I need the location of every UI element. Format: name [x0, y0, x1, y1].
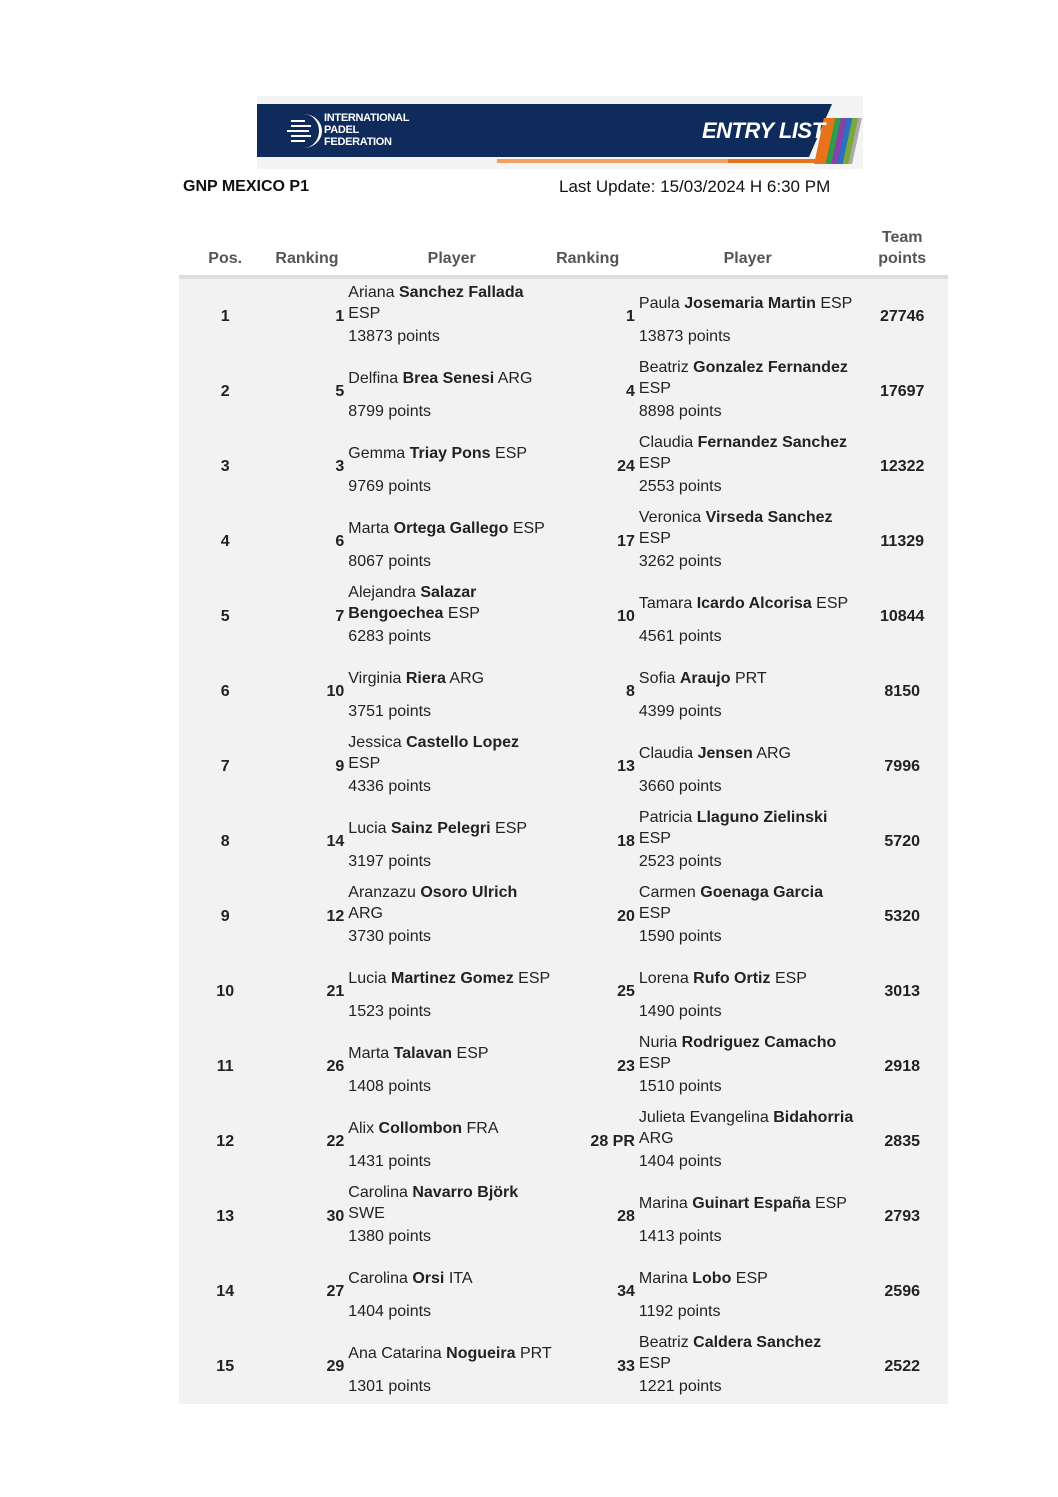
ranking-2: 1	[555, 277, 639, 354]
player-name	[348, 518, 545, 539]
player-cell	[348, 804, 555, 879]
player-points: 3730 points	[348, 928, 432, 945]
player-last-name: Sanchez Fallada	[399, 284, 524, 301]
player-name	[348, 582, 555, 624]
player-country: ITA	[448, 1269, 473, 1287]
player-points: 3660 points	[638, 778, 722, 795]
player-cell	[639, 954, 857, 1029]
player-last-name: Guinart España	[692, 1194, 811, 1212]
header-team-points	[856, 220, 948, 277]
player-name	[639, 807, 857, 849]
player-name	[639, 1268, 768, 1289]
player-name	[348, 1343, 551, 1364]
ranking-1: 6	[271, 504, 348, 579]
player-cell	[639, 277, 857, 354]
table-row	[179, 654, 948, 729]
ranking-1: 9	[271, 729, 348, 804]
player-country: ESP	[638, 530, 671, 547]
player-name	[639, 1107, 857, 1149]
team-points: 2596	[856, 1254, 948, 1329]
player-country: ARG	[497, 369, 533, 387]
ranking-2: 8	[555, 654, 639, 729]
player-cell	[639, 1179, 857, 1254]
player-last-name: Jensen	[697, 744, 753, 762]
player-points: 1523 points	[348, 1003, 432, 1020]
player-cell	[639, 879, 857, 954]
player-cell	[348, 277, 555, 354]
player-name	[348, 1043, 488, 1064]
player-last-name: Icardo Alcorisa	[696, 594, 812, 612]
player-points: 4336 points	[348, 778, 432, 795]
player-country: ESP	[638, 830, 671, 847]
player-points: 1404 points	[348, 1303, 432, 1320]
player-last-name: Goenaga Garcia	[700, 884, 823, 901]
player-points: 2553 points	[638, 478, 722, 495]
position: 13	[179, 1179, 271, 1254]
player-points: 1221 points	[638, 1378, 722, 1395]
player-cell	[639, 1254, 857, 1329]
ipf-logo-icon	[285, 114, 322, 148]
position: 11	[179, 1029, 271, 1104]
player-name	[639, 593, 848, 614]
ranking-2: 34	[555, 1254, 639, 1329]
team-points: 2918	[856, 1029, 948, 1104]
player-points: 1192 points	[638, 1303, 721, 1320]
player-cell	[639, 354, 857, 429]
player-last-name: Brea Senesi	[402, 369, 495, 387]
last-update: Last Update: 15/03/2024 H 6:30 PM	[559, 177, 831, 196]
table-row	[179, 879, 948, 954]
player-country: ARG	[638, 1130, 674, 1147]
player-points: 1380 points	[348, 1228, 432, 1245]
header-player-1: Player	[348, 220, 555, 277]
player-first-name: Marina	[638, 1269, 688, 1287]
org-logo-text: INTERNATIONAL PADEL FEDERATION	[324, 112, 409, 148]
player-cell	[639, 654, 857, 729]
player-points: 2523 points	[638, 853, 722, 870]
player-country: ARG	[449, 669, 485, 687]
player-cell	[639, 1329, 857, 1404]
position: 9	[179, 879, 271, 954]
player-last-name: Josemaria Martin	[684, 294, 816, 312]
position: 6	[179, 654, 271, 729]
position: 12	[179, 1104, 271, 1179]
table-row	[179, 729, 948, 804]
position: 3	[179, 429, 271, 504]
player-last-name: Riera	[405, 669, 446, 687]
table-row	[179, 1029, 948, 1104]
player-country: ESP	[638, 455, 671, 472]
player-first-name: Marina	[638, 1194, 688, 1212]
header-pos: Pos.	[179, 220, 271, 277]
position: 15	[179, 1329, 271, 1404]
table-row	[179, 1104, 948, 1179]
player-last-name: Navarro Björk	[412, 1184, 519, 1201]
ranking-2: 18	[555, 804, 639, 879]
player-points: 1413 points	[638, 1228, 722, 1245]
team-points: 3013	[856, 954, 948, 1029]
player-points: 3751 points	[348, 703, 432, 720]
player-name	[348, 1182, 555, 1224]
position: 2	[179, 354, 271, 429]
player-last-name: Osoro Ulrich	[420, 884, 518, 901]
player-points: 1431 points	[348, 1153, 432, 1170]
player-points: 1301 points	[348, 1378, 432, 1395]
table-header	[179, 220, 948, 277]
player-cell	[348, 879, 555, 954]
header-ranking-2: Ranking	[555, 220, 639, 277]
ranking-1: 5	[271, 354, 348, 429]
player-points: 13873 points	[638, 328, 731, 345]
player-last-name: Castello Lopez	[406, 734, 520, 751]
header-ranking-1: Ranking	[271, 220, 348, 277]
position: 10	[179, 954, 271, 1029]
player-points: 9769 points	[348, 478, 432, 495]
player-last-name: Caldera Sanchez	[693, 1334, 822, 1351]
player-points: 1404 points	[638, 1153, 722, 1170]
player-cell	[348, 1329, 555, 1404]
player-first-name: Virginia	[348, 669, 402, 687]
team-points: 8150	[856, 654, 948, 729]
player-first-name: Delfina	[348, 369, 399, 387]
player-last-name: Collombon	[378, 1119, 463, 1137]
ranking-1: 3	[271, 429, 348, 504]
player-first-name: Carolina	[348, 1184, 408, 1201]
player-first-name: Lucia	[348, 819, 387, 837]
player-first-name: Alix	[348, 1119, 375, 1137]
player-first-name: Lorena	[638, 969, 689, 987]
player-country: SWE	[348, 1205, 385, 1222]
player-country: ESP	[638, 380, 671, 397]
player-country: ESP	[518, 969, 551, 987]
player-country: ESP	[774, 969, 807, 987]
player-name	[639, 743, 791, 764]
player-country: PRT	[519, 1344, 552, 1362]
ranking-1: 7	[271, 579, 348, 654]
position: 14	[179, 1254, 271, 1329]
ranking-2: 10	[555, 579, 639, 654]
player-first-name: Carolina	[348, 1269, 408, 1287]
table-row	[179, 804, 948, 879]
position: 7	[179, 729, 271, 804]
header-banner	[257, 96, 863, 169]
table-row	[179, 429, 948, 504]
player-last-name: Orsi	[412, 1269, 445, 1287]
player-first-name: Claudia	[638, 744, 694, 762]
player-last-name: Nogueira	[446, 1344, 516, 1362]
table-row	[179, 579, 948, 654]
player-cell	[348, 654, 555, 729]
player-cell	[639, 804, 857, 879]
player-name	[348, 818, 527, 839]
player-first-name: Beatriz	[638, 1334, 689, 1351]
table-row	[179, 1254, 948, 1329]
ranking-2: 23	[555, 1029, 639, 1104]
header-team-line1: Team	[881, 229, 923, 246]
player-points: 4399 points	[638, 703, 722, 720]
ranking-2: 28 PR	[555, 1104, 639, 1179]
player-cell	[639, 429, 857, 504]
position: 8	[179, 804, 271, 879]
player-last-name: Salazar Bengoechea	[348, 584, 477, 622]
table-row	[179, 504, 948, 579]
player-points: 1490 points	[638, 1003, 722, 1020]
banner-accent-line	[497, 159, 827, 163]
player-last-name: Llaguno Zielinski	[696, 809, 828, 826]
player-name	[639, 968, 807, 989]
player-last-name: Bidahorria	[773, 1109, 854, 1126]
player-points: 3197 points	[348, 853, 432, 870]
entry-table	[179, 220, 948, 1404]
player-country: ESP	[814, 1194, 847, 1212]
player-cell	[348, 1029, 555, 1104]
player-points: 8799 points	[348, 403, 432, 420]
player-country: ESP	[447, 605, 480, 622]
position: 4	[179, 504, 271, 579]
player-points: 6283 points	[348, 628, 432, 645]
player-first-name: Aranzazu	[348, 884, 416, 901]
player-name	[639, 882, 857, 924]
player-first-name: Jessica	[348, 734, 402, 751]
table-row	[179, 1179, 948, 1254]
player-country: ESP	[348, 755, 381, 772]
player-name	[639, 1193, 847, 1214]
player-first-name: Paula	[638, 294, 680, 312]
event-name: GNP MEXICO P1	[183, 178, 309, 195]
player-points: 13873 points	[348, 328, 440, 345]
ranking-1: 14	[271, 804, 348, 879]
player-name	[348, 282, 555, 324]
player-country: ESP	[512, 519, 545, 537]
ranking-1: 21	[271, 954, 348, 1029]
table-row	[179, 277, 948, 354]
player-cell	[639, 729, 857, 804]
ranking-1: 29	[271, 1329, 348, 1404]
player-cell	[639, 1104, 857, 1179]
player-name	[348, 443, 527, 464]
ranking-2: 25	[555, 954, 639, 1029]
player-cell	[348, 729, 555, 804]
position: 5	[179, 579, 271, 654]
player-first-name: Marta	[348, 519, 390, 537]
header-player-2: Player	[639, 220, 857, 277]
ranking-1: 26	[271, 1029, 348, 1104]
player-first-name: Marta	[348, 1044, 390, 1062]
player-cell	[348, 1254, 555, 1329]
player-first-name: Ariana	[348, 284, 395, 301]
player-country: ESP	[735, 1269, 768, 1287]
ranking-2: 4	[555, 354, 639, 429]
player-name	[639, 357, 857, 399]
player-cell	[348, 429, 555, 504]
player-last-name: Martinez Gomez	[391, 969, 514, 987]
player-country: ARG	[348, 905, 383, 922]
ranking-1: 22	[271, 1104, 348, 1179]
player-name	[639, 1032, 857, 1074]
player-cell	[348, 1104, 555, 1179]
team-points: 12322	[856, 429, 948, 504]
ranking-2: 33	[555, 1329, 639, 1404]
table-row	[179, 954, 948, 1029]
player-country: ESP	[638, 905, 671, 922]
player-first-name: Sofia	[638, 669, 676, 687]
player-first-name: Carmen	[638, 884, 696, 901]
player-name	[348, 368, 532, 389]
player-first-name: Gemma	[348, 444, 406, 462]
player-name	[348, 668, 484, 689]
player-country: ESP	[816, 594, 849, 612]
banner-title: ENTRY LIST	[702, 118, 825, 143]
ranking-1: 12	[271, 879, 348, 954]
header-team-line2: points	[878, 250, 927, 267]
player-name	[348, 732, 555, 774]
player-cell	[348, 954, 555, 1029]
player-first-name: Ana Catarina	[348, 1344, 442, 1362]
ranking-2: 20	[555, 879, 639, 954]
team-points: 2835	[856, 1104, 948, 1179]
team-points: 2793	[856, 1179, 948, 1254]
player-first-name: Claudia	[638, 434, 694, 451]
player-country: ESP	[820, 294, 853, 312]
player-points: 1590 points	[638, 928, 722, 945]
player-first-name: Beatriz	[638, 359, 689, 376]
player-name	[639, 432, 857, 474]
player-country: ESP	[348, 305, 381, 322]
team-points: 7996	[856, 729, 948, 804]
team-points: 17697	[856, 354, 948, 429]
team-points: 2522	[856, 1329, 948, 1404]
player-first-name: Nuria	[638, 1034, 678, 1051]
player-cell	[348, 579, 555, 654]
player-last-name: Rufo Ortiz	[693, 969, 771, 987]
team-points: 5320	[856, 879, 948, 954]
player-country: ESP	[638, 1055, 671, 1072]
player-name	[639, 293, 852, 314]
player-country: ESP	[495, 444, 528, 462]
player-last-name: Lobo	[692, 1269, 732, 1287]
table-row	[179, 354, 948, 429]
player-points: 8898 points	[638, 403, 722, 420]
position: 1	[179, 277, 271, 354]
team-points: 27746	[856, 277, 948, 354]
ranking-2: 28	[555, 1179, 639, 1254]
player-cell	[348, 354, 555, 429]
player-points: 4561 points	[638, 628, 722, 645]
player-last-name: Gonzalez Fernandez	[693, 359, 848, 376]
player-country: ARG	[756, 744, 791, 762]
player-country: FRA	[466, 1119, 499, 1137]
player-cell	[639, 504, 857, 579]
player-name	[348, 968, 550, 989]
player-name	[348, 882, 555, 924]
player-name	[348, 1118, 498, 1139]
player-last-name: Triay Pons	[409, 444, 491, 462]
team-points: 11329	[856, 504, 948, 579]
ranking-1: 1	[271, 277, 348, 354]
ranking-2: 24	[555, 429, 639, 504]
player-last-name: Talavan	[393, 1044, 453, 1062]
player-cell	[639, 579, 857, 654]
ranking-2: 13	[555, 729, 639, 804]
player-points: 1510 points	[638, 1078, 722, 1095]
ranking-2: 17	[555, 504, 639, 579]
player-cell	[348, 1179, 555, 1254]
player-points: 3262 points	[638, 553, 722, 570]
ranking-1: 10	[271, 654, 348, 729]
player-last-name: Virseda Sanchez	[705, 509, 833, 526]
player-name	[639, 668, 767, 689]
player-last-name: Ortega Gallego	[393, 519, 509, 537]
player-last-name: Araujo	[679, 669, 731, 687]
player-first-name: Julieta Evangelina	[638, 1109, 769, 1126]
player-cell	[348, 504, 555, 579]
team-points: 5720	[856, 804, 948, 879]
ranking-1: 30	[271, 1179, 348, 1254]
player-first-name: Tamara	[638, 594, 693, 612]
player-country: ESP	[495, 819, 528, 837]
table-row	[179, 1329, 948, 1404]
player-country: ESP	[456, 1044, 489, 1062]
player-points: 1408 points	[348, 1078, 432, 1095]
player-last-name: Rodriguez Camacho	[681, 1034, 837, 1051]
player-points: 8067 points	[348, 553, 432, 570]
player-last-name: Fernandez Sanchez	[697, 434, 847, 451]
player-first-name: Veronica	[638, 509, 702, 526]
ranking-1: 27	[271, 1254, 348, 1329]
player-first-name: Alejandra	[348, 584, 416, 601]
player-country: ESP	[638, 1355, 671, 1372]
team-points: 10844	[856, 579, 948, 654]
player-first-name: Patricia	[638, 809, 693, 826]
player-country: PRT	[734, 669, 767, 687]
player-first-name: Lucia	[348, 969, 387, 987]
player-name	[639, 507, 857, 549]
player-last-name: Sainz Pelegri	[391, 819, 491, 837]
player-name	[348, 1268, 472, 1289]
player-cell	[639, 1029, 857, 1104]
player-name	[639, 1332, 857, 1374]
